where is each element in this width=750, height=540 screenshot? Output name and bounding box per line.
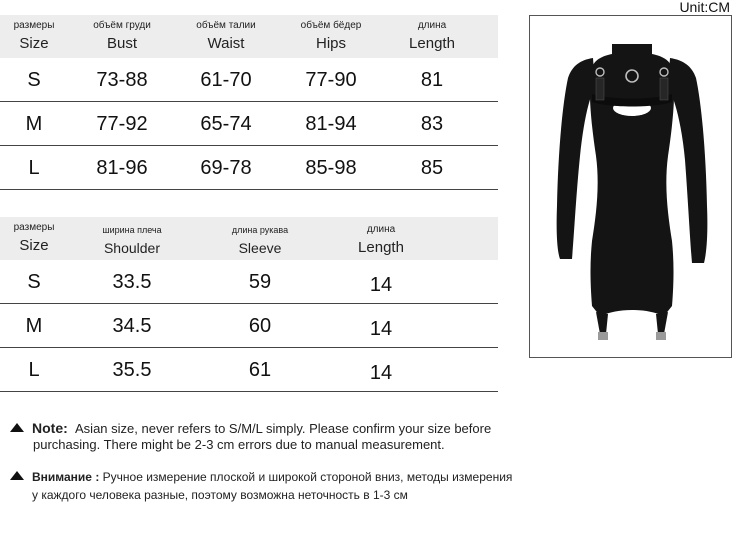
cell-size: S <box>27 69 41 91</box>
note-text-line1: Asian size, never refers to S/M/L simply. Please confirm your size before <box>75 421 492 436</box>
table-row <box>0 304 498 348</box>
warning-triangle-icon <box>10 471 24 480</box>
cell-sleeve: 59 <box>248 271 272 293</box>
cell-sleeve: 60 <box>248 315 272 337</box>
header-cell-sleeve: длина рукава Sleeve <box>231 225 289 256</box>
dress-illustration <box>530 16 731 357</box>
cell-length: 14 <box>369 274 393 296</box>
cell-waist: 65-74 <box>200 113 252 135</box>
table-header <box>0 217 498 260</box>
cell-hips: 85-98 <box>305 157 357 179</box>
table-row <box>0 102 498 146</box>
cell-hips: 81-94 <box>305 113 357 135</box>
header-cell-hips: объём бёдер Hips <box>300 20 362 52</box>
cell-bust: 77-92 <box>96 113 148 135</box>
header-cell-shoulder: ширина плеча Shoulder <box>102 225 162 256</box>
cell-shoulder: 33.5 <box>112 271 152 293</box>
note-text-line2: у каждого человека разные, поэтому возможна неточность в 1-3 см <box>32 488 408 502</box>
cell-length: 14 <box>369 318 393 340</box>
table-row <box>0 58 498 102</box>
cell-size: S <box>27 271 41 293</box>
header-cell-length: длина Length <box>358 224 404 256</box>
header-cell-size: размеры Size <box>13 20 55 52</box>
cell-size: M <box>25 113 43 135</box>
size-table-body <box>0 15 498 190</box>
cell-shoulder: 34.5 <box>112 315 152 337</box>
header-cell-waist: объём талии Waist <box>196 20 256 52</box>
unit-label: Unit:CM <box>679 0 730 15</box>
table-header <box>0 15 498 58</box>
cell-bust: 81-96 <box>96 157 148 179</box>
note-en <box>10 420 520 453</box>
cell-length: 81 <box>420 69 444 91</box>
header-cell-length: длина Length <box>409 20 455 52</box>
table-row <box>0 348 498 392</box>
cell-waist: 69-78 <box>200 157 252 179</box>
warning-triangle-icon <box>10 423 24 432</box>
cell-sleeve: 61 <box>248 359 272 381</box>
cell-length: 14 <box>369 362 393 384</box>
cell-hips: 77-90 <box>305 69 357 91</box>
note-text-line1: Ручное измерение плоской и широкой стороной вниз, методы измерения <box>102 470 513 484</box>
note-label: Note: <box>32 420 68 436</box>
cell-length: 85 <box>420 157 444 179</box>
cell-size: L <box>28 157 40 179</box>
header-cell-size: размеры Size <box>13 222 55 254</box>
cell-bust: 73-88 <box>96 69 148 91</box>
cell-shoulder: 35.5 <box>112 359 152 381</box>
cell-length: 83 <box>420 113 444 135</box>
note-ru <box>10 468 520 504</box>
note-text-line2: purchasing. There might be 2-3 cm errors due to manual measurement. <box>33 437 445 452</box>
cell-waist: 61-70 <box>200 69 252 91</box>
table-row <box>0 260 498 304</box>
size-table-sleeve <box>0 217 498 392</box>
product-image <box>529 15 732 358</box>
note-label: Внимание : <box>32 470 100 484</box>
cell-size: L <box>28 359 40 381</box>
header-cell-bust: объём груди Bust <box>93 20 151 52</box>
cell-size: M <box>25 315 43 337</box>
table-row <box>0 146 498 190</box>
